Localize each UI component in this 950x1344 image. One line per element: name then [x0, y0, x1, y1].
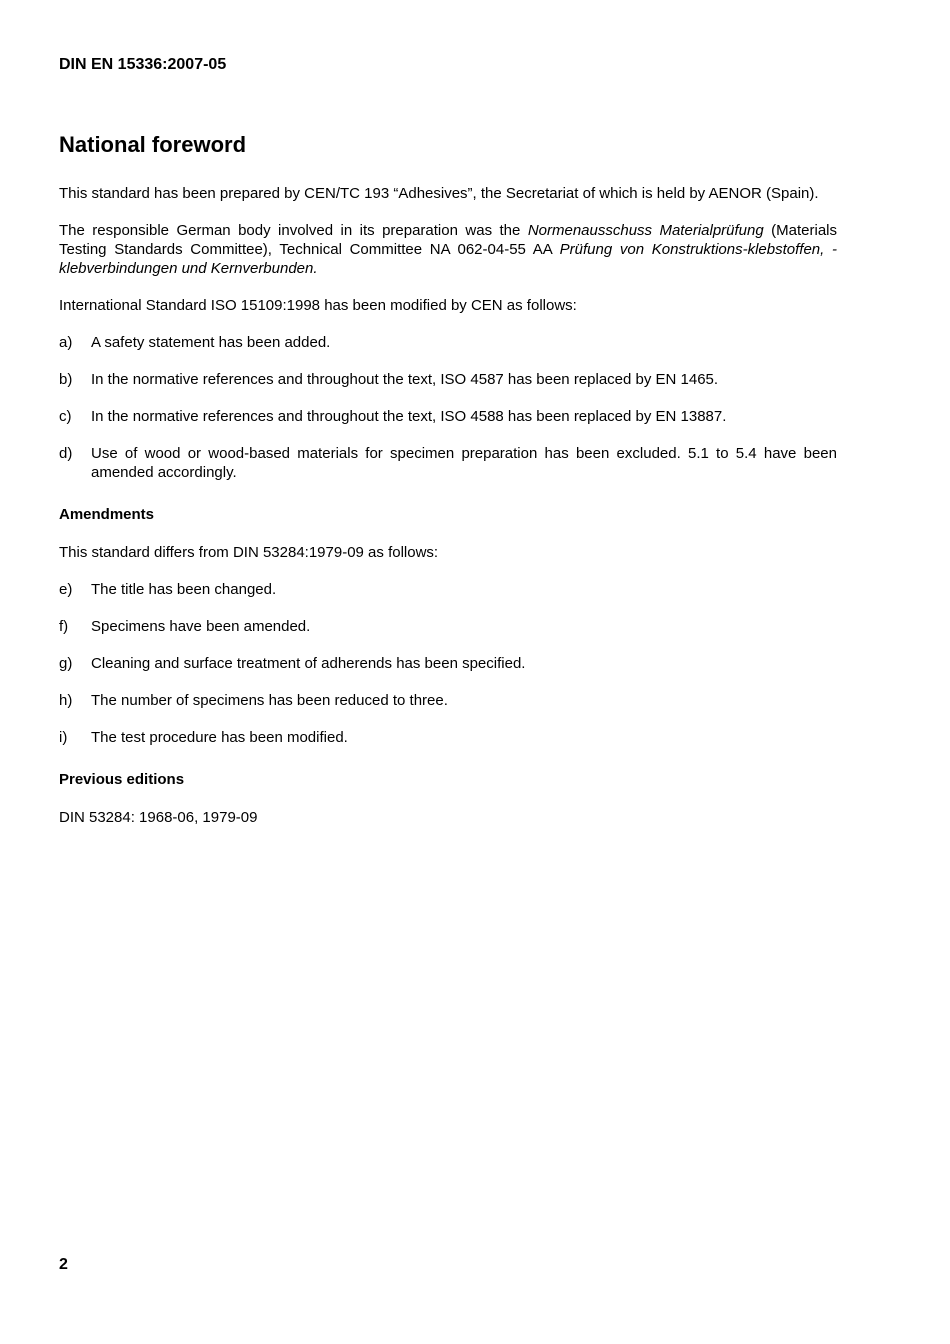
list-item	[59, 654, 837, 673]
list-item	[59, 691, 837, 710]
intro-p2-text-c: (Materials Testing Standards Committee), Technical Committee NA 062-04-55 AA	[59, 222, 837, 258]
list-item-label: f)	[59, 618, 69, 635]
list-item-label: g)	[59, 655, 73, 672]
document-body	[59, 130, 837, 845]
page-title: National foreword	[59, 132, 247, 157]
amendments-intro: This standard differs from DIN 53284:1979-09 as follows:	[59, 544, 439, 561]
intro-p2-committee-name: Normenausschuss Materialprüfung	[527, 222, 764, 239]
list-item-text: The number of specimens has been reduced to three.	[91, 692, 448, 709]
document-id-header: DIN EN 15336:2007-05	[59, 56, 227, 73]
modifications-list	[59, 333, 837, 482]
intro-paragraph-3: International Standard ISO 15109:1998 has been modified by CEN as follows:	[59, 297, 577, 314]
list-item-label: c)	[59, 408, 72, 425]
list-item-text: The title has been changed.	[91, 581, 277, 598]
list-item-text: In the normative references and throughout the text, ISO 4588 has been replaced by EN 13887.	[91, 408, 727, 425]
list-item-text: Use of wood or wood-based materials for specimen preparation has been excluded. 5.1 to 5.4 have been amended accordingly.	[91, 445, 837, 481]
list-item	[59, 407, 837, 426]
list-item-label: e)	[59, 581, 73, 598]
amendments-heading: Amendments	[59, 506, 155, 523]
intro-p2-committee-title: Prüfung von Konstruktions-klebstoffen, -klebverbindungen und Kernverbunden.	[59, 241, 837, 277]
list-item	[59, 370, 837, 389]
list-item-text: The test procedure has been modified.	[91, 729, 348, 746]
list-item	[59, 580, 837, 599]
amendments-list	[59, 580, 837, 747]
list-item	[59, 728, 837, 747]
list-item-text: In the normative references and throughout the text, ISO 4587 has been replaced by EN 1465.	[91, 371, 719, 388]
list-item-text: Specimens have been amended.	[91, 618, 311, 635]
intro-paragraph-2	[59, 221, 837, 278]
list-item-label: a)	[59, 334, 73, 351]
list-item	[59, 333, 837, 352]
list-item	[59, 617, 837, 636]
list-item-label: i)	[59, 729, 68, 746]
intro-paragraph-1: This standard has been prepared by CEN/TC 193 “Adhesives”, the Secretariat of which is held by AENOR (Spain).	[59, 185, 819, 202]
list-item-text: Cleaning and surface treatment of adherends has been specified.	[91, 655, 526, 672]
page-number: 2	[59, 1256, 68, 1273]
previous-editions-text: DIN 53284: 1968-06, 1979-09	[59, 809, 258, 826]
previous-editions-heading: Previous editions	[59, 771, 185, 788]
intro-p2-text-a: The responsible German body involved in its preparation was the	[59, 222, 528, 239]
list-item-text: A safety statement has been added.	[91, 334, 331, 351]
list-item-label: d)	[59, 445, 73, 462]
list-item	[59, 444, 837, 482]
list-item-label: h)	[59, 692, 73, 709]
list-item-label: b)	[59, 371, 73, 388]
